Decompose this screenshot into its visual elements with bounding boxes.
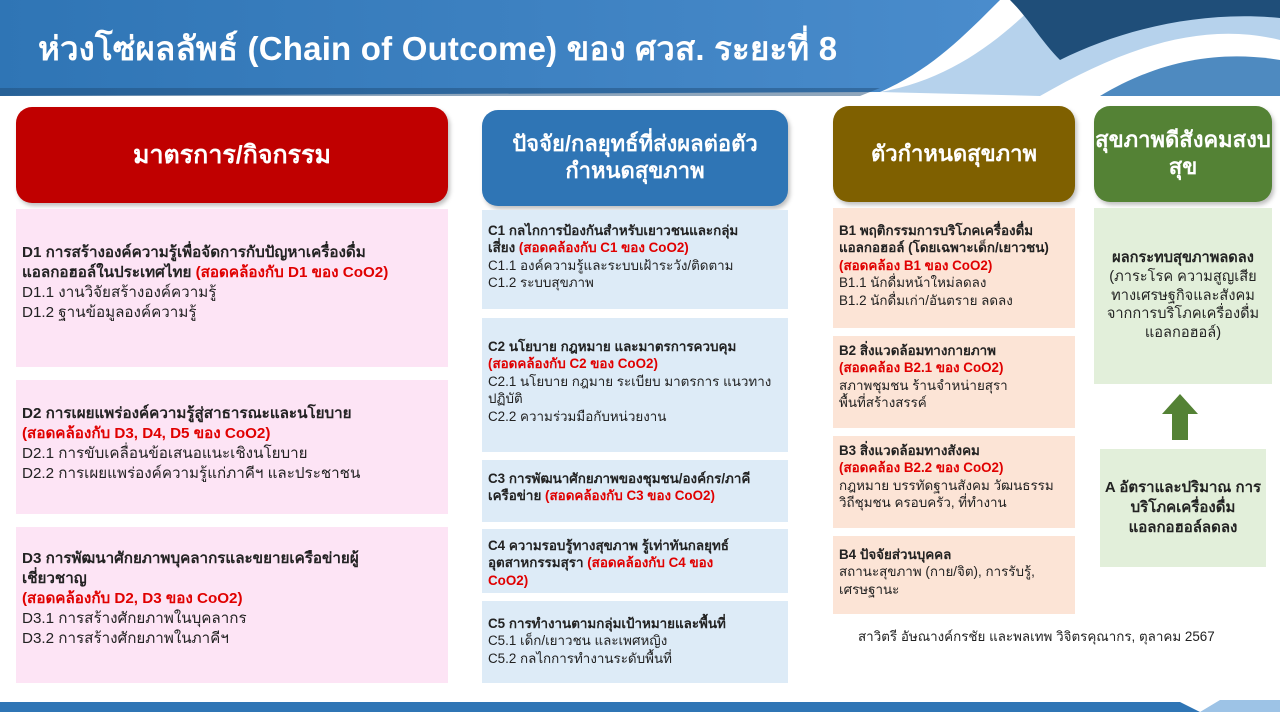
factor-c1-item-2: C1.2 ระบบสุขภาพ: [488, 275, 594, 291]
footer-bar: [0, 700, 1280, 712]
factor-box-c5: [482, 601, 788, 683]
outcome-box: [1094, 208, 1272, 384]
determinant-box-b2: [833, 336, 1075, 428]
determinant-b4-item-2: เศรษฐานะ: [839, 581, 900, 597]
measure-d2-item-1: D2.1 การขับเคลื่อนข้อเสนอแนะเชิงนโยบาย: [22, 445, 308, 463]
header-determinants: [833, 106, 1075, 202]
factor-c1-alignment: (สอดคล้องกับ C1 ของ CoO2): [518, 240, 689, 256]
factor-c3-title-line1: C3 การพัฒนาศักยภาพของชุมชน/องค์กร/ภาคี: [488, 471, 751, 486]
measure-box-d1: [16, 209, 448, 367]
factor-c5-item-1: C5.1 เด็ก/เยาวชน และเพศหญิง: [488, 633, 668, 649]
factor-c5-item-2: C5.2 กลไกการทำงานระดับพื้นที่: [488, 650, 672, 666]
factor-box-c1: [482, 210, 788, 309]
determinant-b1-item-1: B1.1 นักดื่มหน้าใหม่ลดลง: [839, 275, 987, 291]
determinant-b1-title-line1: B1 พฤติกรรมการบริโภคเครื่องดื่ม: [839, 223, 1034, 238]
header-determinants-label: ตัวกำหนดสุขภาพ: [871, 140, 1037, 166]
factor-c3-alignment: (สอดคล้องกับ C3 ของ CoO2): [545, 488, 715, 504]
measure-d1-alignment: (สอดคล้องกับ D1 ของ CoO2): [195, 264, 389, 282]
factor-c5-title: C5 การทำงานตามกลุ่มเป้าหมายและพื้นที่: [488, 616, 726, 631]
determinant-b3-title: B3 สิ่งแวดล้อมทางสังคม: [839, 443, 980, 458]
header-outcome-line1: สุขภาพดี: [1095, 127, 1180, 153]
header-outcome-line2: สังคมสงบสุข: [1168, 127, 1271, 179]
factor-c1-item-1: C1.1 องค์ความรู้และระบบเฝ้าระวัง/ติดตาม: [488, 257, 734, 273]
factor-c4-title-line1: C4 ความรอบรู้ทางสุขภาพ รู้เท่าทันกลยุทธ์: [488, 538, 729, 553]
factor-c4-alignment-cont: CoO2): [488, 572, 529, 588]
measure-d1-title-line2: แอลกอฮอล์ในประเทศไทย: [22, 264, 196, 282]
measure-d2-item-2: D2.2 การเผยแพร่องค์ความรู้แก่ภาคีฯ และประชาชน: [22, 465, 361, 483]
measure-d1-item-1: D1.1 งานวิจัยสร้างองค์ความรู้: [22, 284, 217, 302]
factor-c4-title-line2: อุตสาหกรรมสุรา: [488, 555, 588, 571]
outcome-title: ผลกระทบสุขภาพลดลง: [1112, 249, 1254, 266]
measure-d2-alignment: (สอดคล้องกับ D3, D4, D5 ของ CoO2): [22, 425, 271, 443]
measure-d3-title-line1: D3 การพัฒนาศักยภาพบุคลากรและขยายเครือข่ายผู้: [22, 550, 359, 567]
measure-d3-item-1: D3.1 การสร้างศักยภาพในบุคลากร: [22, 610, 247, 628]
determinant-b2-alignment: (สอดคล้อง B2.1 ของ CoO2): [839, 360, 1004, 376]
header-outcome: [1094, 106, 1272, 202]
factor-box-c3: [482, 460, 788, 522]
outcome-line-2: ทางเศรษฐกิจและสังคม: [1111, 287, 1255, 304]
factor-c2-alignment: (สอดคล้องกับ C2 ของ CoO2): [488, 356, 658, 372]
page-title: ห่วงโซ่ผลลัพธ์ (Chain of Outcome) ของ ศวส. ระยะที่ 8: [38, 30, 838, 67]
header-factors: [482, 110, 788, 206]
author-credit: สาวิตรี อัษณางค์กรชัย และพลเทพ วิจิตรคุณากร, ตุลาคม 2567: [858, 629, 1215, 644]
determinant-b2-title: B2 สิ่งแวดล้อมทางกายภาพ: [839, 343, 996, 358]
determinant-b3-alignment: (สอดคล้อง B2.2 ของ CoO2): [839, 460, 1004, 476]
factor-c1-title-line1: C1 กลไกการป้องกันสำหรับเยาวชนและกลุ่ม: [488, 223, 739, 238]
outcome-line-4: แอลกอฮอล์): [1144, 325, 1222, 342]
determinant-b4-title: B4 ปัจจัยส่วนบุคคล: [839, 547, 952, 562]
determinant-b3-item-1: กฎหมาย บรรทัดฐานสังคม วัฒนธรรม: [839, 477, 1054, 493]
header-measures-label: มาตรการ/กิจกรรม: [133, 140, 331, 169]
header-factors-line2: ตัวกำหนดสุขภาพ: [565, 131, 758, 183]
determinant-b2-item-1: สภาพชุมชน ร้านจำหน่ายสุรา: [839, 377, 1008, 393]
title-banner: [0, 0, 1280, 96]
up-arrow-icon: [1160, 392, 1200, 442]
factor-c1-title-line2: เสี่ยง: [488, 240, 519, 256]
measure-d3-title-line2: เชี่ยวชาญ: [22, 570, 87, 588]
measure-d1-title-line1: D1 การสร้างองค์ความรู้เพื่อจัดการกับปัญหาเครื่องดื่ม: [22, 244, 366, 261]
a-box-line-3: แอลกอฮอล์ลดลง: [1128, 518, 1238, 536]
factor-c2-item-1-cont: ปฏิบัติ: [488, 391, 523, 407]
header-measures: [16, 107, 448, 203]
determinant-b1-title-line2: แอลกอฮอล์ (โดยเฉพาะเด็ก/เยาวชน): [839, 240, 1049, 256]
a-consumption-box: [1100, 449, 1266, 567]
measure-d1-item-2: D1.2 ฐานข้อมูลองค์ความรู้: [22, 304, 197, 322]
a-box-line-1: A อัตราและปริมาณ: [1104, 479, 1232, 497]
factor-box-c2: [482, 318, 788, 452]
determinant-box-b4: [833, 536, 1075, 614]
factor-c3-title-line2: เครือข่าย: [488, 488, 546, 504]
factor-c2-title: C2 นโยบาย กฎหมาย และมาตรการควบคุม: [488, 339, 737, 354]
outcome-line-1: (ภาระโรค ความสูญเสีย: [1109, 268, 1257, 285]
measure-box-d2: [16, 380, 448, 514]
measure-d3-item-2: D3.2 การสร้างศักยภาพในภาคีฯ: [22, 630, 229, 648]
determinant-b3-item-2: วิถีชุมชน ครอบครัว, ที่ทำงาน: [839, 495, 1007, 511]
determinant-b1-alignment: (สอดคล้อง B1 ของ CoO2): [839, 257, 993, 273]
factor-c2-item-1: C2.1 นโยบาย กฎมาย ระเบียบ มาตรการ แนวทาง: [488, 373, 772, 389]
determinant-b4-item-1: สถานะสุขภาพ (กาย/จิต), การรับรู้,: [839, 564, 1035, 580]
determinant-box-b1: [833, 208, 1075, 328]
footer-background: [0, 700, 1280, 712]
outcome-line-3: จากการบริโภคเครื่องดื่ม: [1106, 306, 1260, 323]
measure-d3-alignment: (สอดคล้องกับ D2, D3 ของ CoO2): [22, 590, 243, 608]
measure-box-d3: [16, 527, 448, 683]
factor-box-c4: [482, 529, 788, 593]
factor-c2-item-2: C2.2 ความร่วมมือกับหน่วยงาน: [488, 408, 667, 424]
header-factors-line1: ปัจจัย/กลยุทธ์ที่ส่งผลต่อ: [512, 131, 732, 157]
factor-c4-alignment: (สอดคล้องกับ C4 ของ: [587, 555, 714, 571]
determinant-b1-item-2: B1.2 นักดื่มเก่า/อันตราย ลดลง: [839, 292, 1013, 308]
determinant-box-b3: [833, 436, 1075, 528]
a-box-line-2: การบริโภคเครื่องดื่ม: [1130, 479, 1262, 517]
measure-d2-title-line1: D2 การเผยแพร่องค์ความรู้สู่สาธารณะและนโยบาย: [22, 405, 352, 422]
determinant-b2-item-2: พื้นที่สร้างสรรค์: [839, 395, 927, 411]
